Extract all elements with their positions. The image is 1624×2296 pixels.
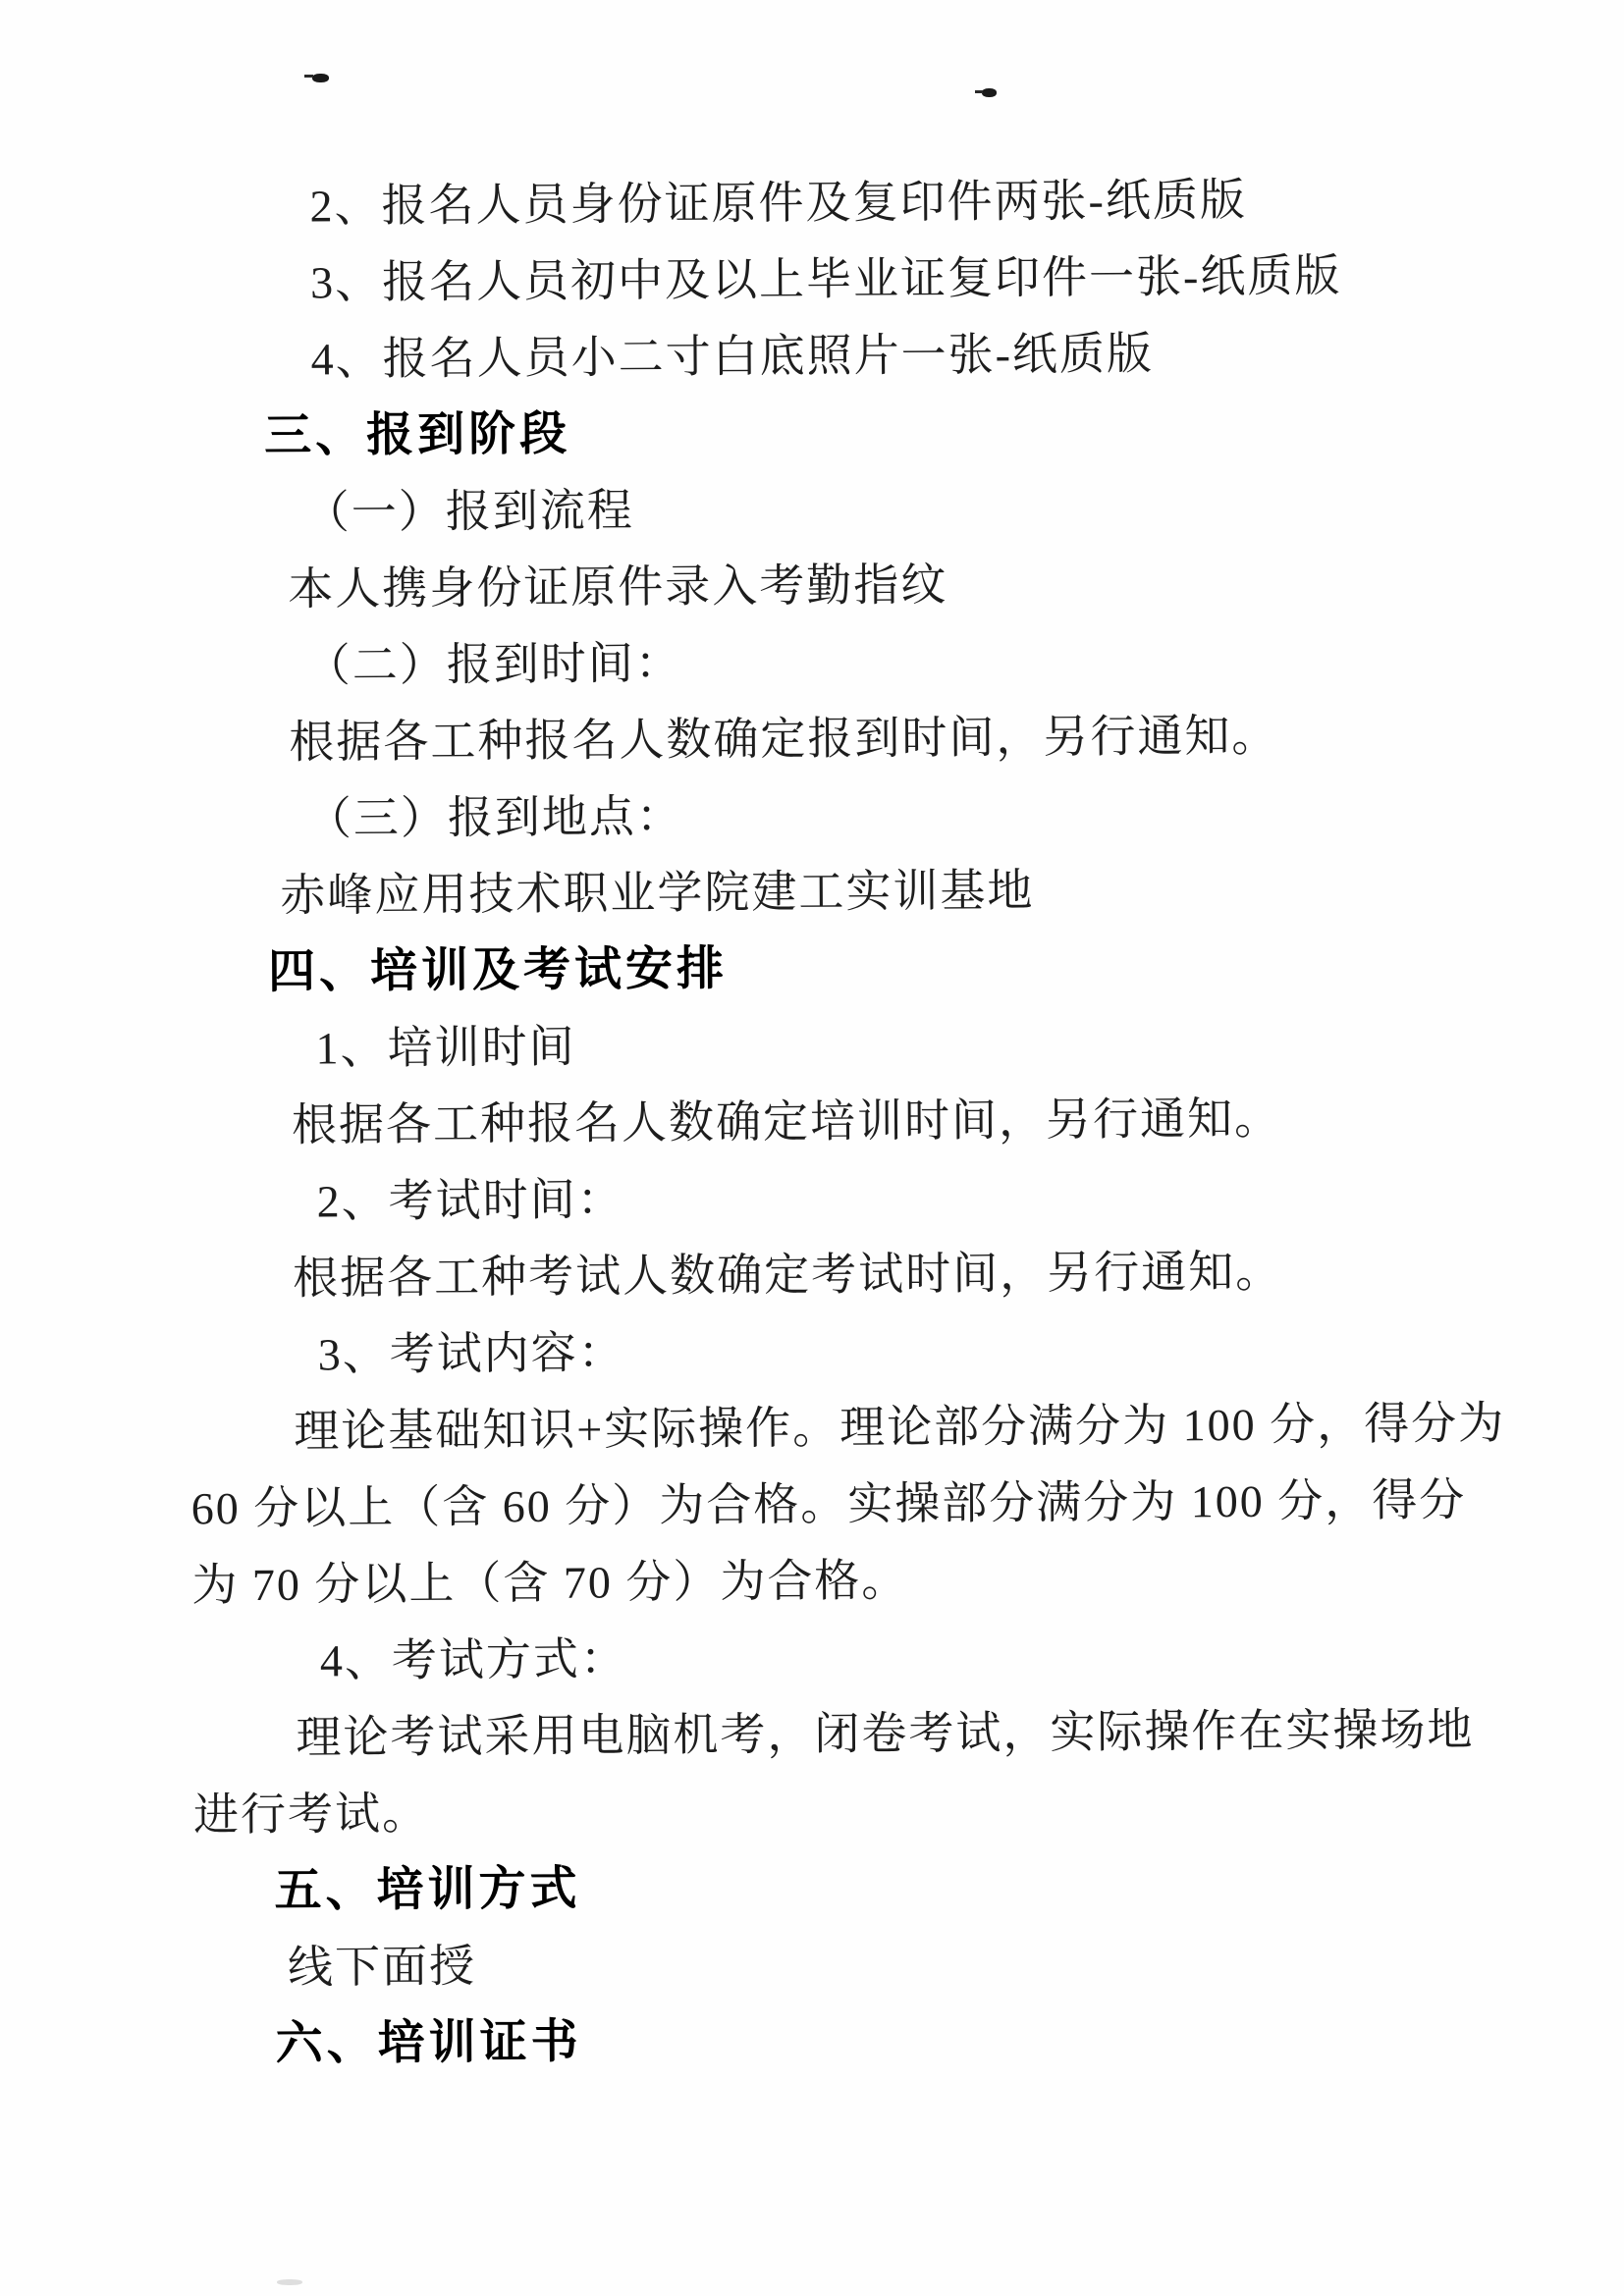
document-line: 4、考试方式： <box>319 1633 628 1686</box>
section-heading: 五、培训方式 <box>274 1862 581 1917</box>
document-line: 2、报名人员身份证原件及复印件两张-纸质版 <box>309 174 1248 232</box>
document-line: 2、考试时间： <box>316 1174 624 1227</box>
document-line: 根据各工种报名人数确定培训时间，另行通知。 <box>291 1093 1282 1150</box>
document-line: 为 70 分以上（含 70 分）为合格。 <box>191 1555 909 1611</box>
document-line: 理论基础知识+实际操作。理论部分满分为 100 分，得分为 <box>294 1398 1506 1457</box>
section-heading: 四、培训及考试安排 <box>267 942 729 998</box>
document-line: 根据各工种报名人数确定报到时间，另行通知。 <box>289 710 1279 768</box>
document-line: （二）报到时间： <box>304 637 682 691</box>
document-line: 60 分以上（含 60 分）为合格。实操部分满分为 100 分，得分 <box>190 1474 1467 1534</box>
section-heading: 六、培训证书 <box>275 2015 582 2070</box>
document-line: 进行考试。 <box>192 1788 430 1841</box>
document-line: 根据各工种考试人数确定考试时间，另行通知。 <box>292 1246 1283 1304</box>
ink-speck-icon <box>277 2279 302 2285</box>
document-line: 理论考试采用电脑机考，闭卷考试，实际操作在实操场地 <box>296 1704 1475 1763</box>
document-line: 本人携身份证原件录入考勤指纹 <box>288 560 948 614</box>
document-line: 4、报名人员小二寸白底照片一张-纸质版 <box>310 328 1155 385</box>
section-heading: 三、报到阶段 <box>263 407 571 462</box>
document-line: （三）报到地点： <box>305 790 684 844</box>
document-line: 线下面授 <box>287 1941 477 1993</box>
document-line: 3、考试内容： <box>317 1327 625 1380</box>
document-line: 3、报名人员初中及以上毕业证复印件一张-纸质版 <box>309 250 1342 308</box>
document-line: 赤峰应用技术职业学院建工实训基地 <box>280 865 1035 921</box>
document-line: （一）报到流程 <box>303 485 634 538</box>
document-line: 1、培训时间 <box>315 1021 576 1074</box>
